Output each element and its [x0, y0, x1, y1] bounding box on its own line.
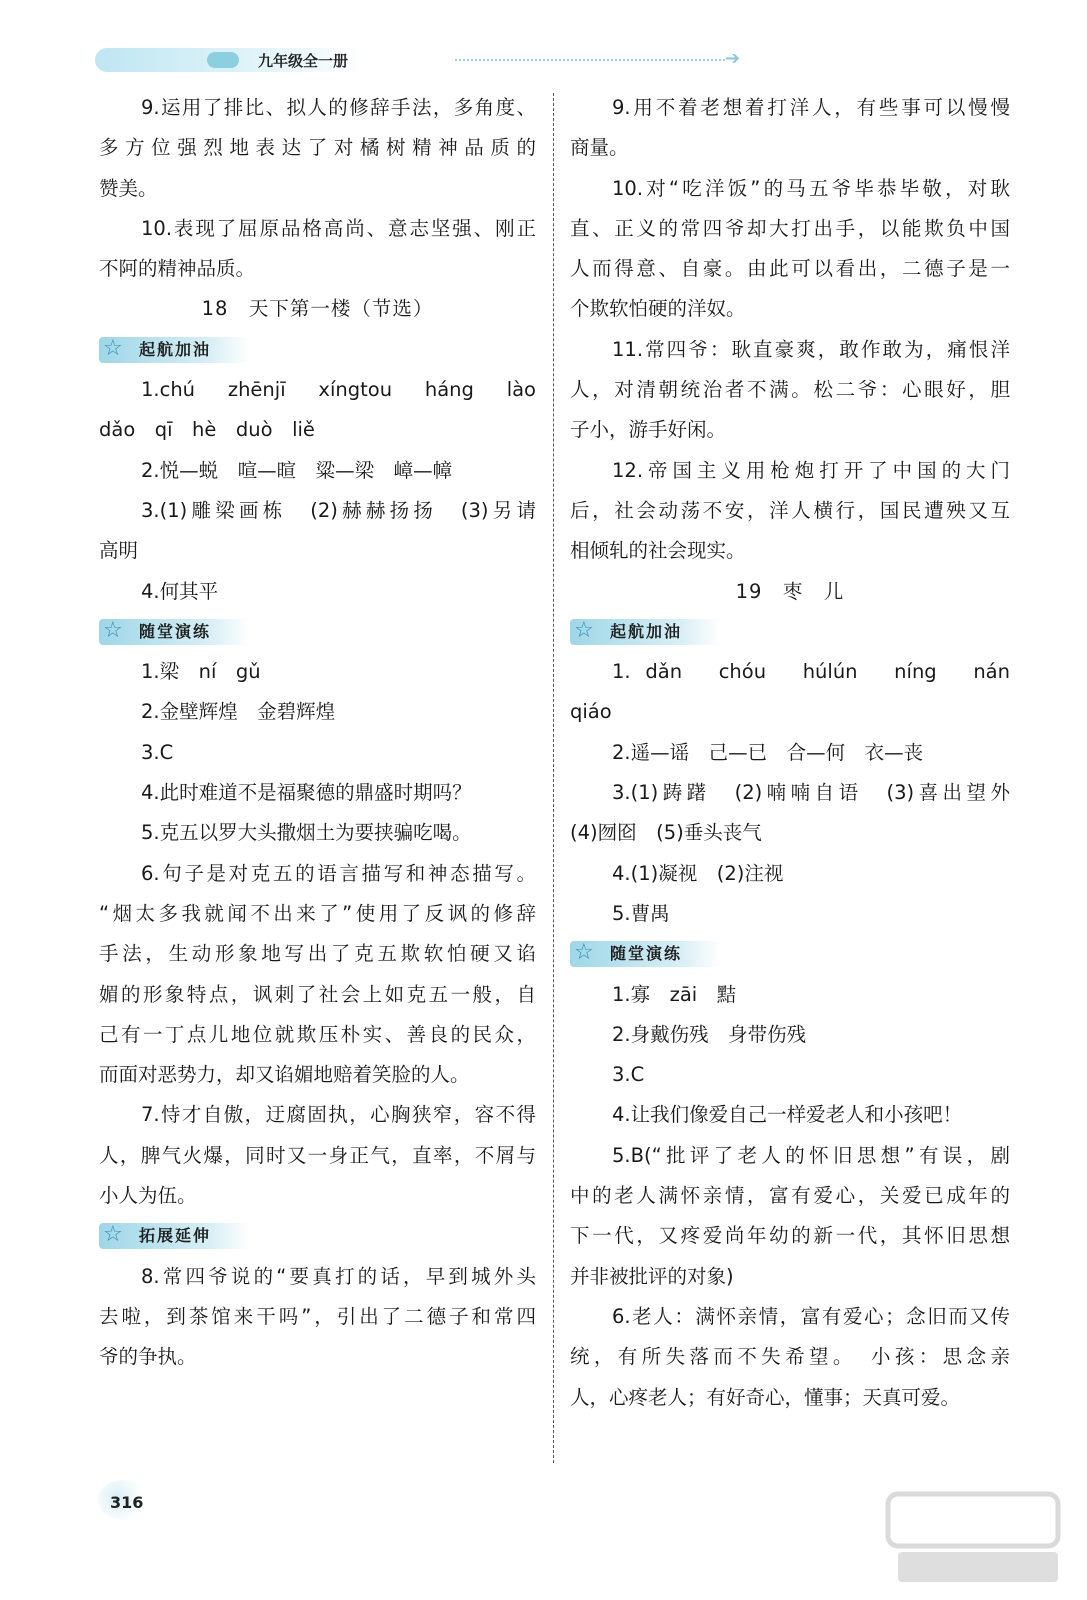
answer-line: 11.常四爷：耿直豪爽，敢作敢为，痛恨洋	[612, 337, 1010, 361]
answer-line: 统，有所失落而不失希望。 小孩：思念亲	[570, 1345, 1010, 1369]
header-title: 九年级全一册	[258, 52, 349, 70]
answer-line: 3.(1)雕梁画栋 (2)赫赫扬扬 (3)另请	[141, 498, 536, 522]
answer-line: dǎo qī hè duò liě	[99, 418, 315, 442]
header-dotted-line	[455, 59, 725, 61]
answer-line: 己有一丁点儿地位就欺压朴实、善良的民众，	[99, 1022, 536, 1046]
answer-line: 直、正义的常四爷却大打出手，以能欺负中国	[570, 216, 1010, 240]
section-label: 起航加油	[139, 339, 212, 359]
answer-line: 4.(1)凝视 (2)注视	[612, 861, 784, 885]
answer-line: 媚的形象特点，讽刺了社会上如克五一般，自	[99, 982, 536, 1006]
answer-line: 赞美。	[99, 176, 158, 200]
answer-line: (4)囫囵 (5)垂头丧气	[570, 821, 762, 845]
star-icon: ☆	[103, 1222, 123, 1248]
left-column	[99, 88, 536, 1378]
answer-line: 5.曹禺	[612, 901, 670, 925]
answer-line: 3.(1)踌躇 (2)喃喃自语 (3)喜出望外	[612, 781, 1010, 805]
answer-line: 1.梁 ní gǔ	[141, 660, 261, 684]
section-label: 随堂演练	[610, 944, 683, 964]
answer-line: 4.让我们像爱自己一样爱老人和小孩吧！	[612, 1103, 963, 1127]
answer-line: 6.句子是对克五的语言描写和神态描写。	[141, 861, 536, 885]
answer-line: 中的老人满怀亲情，富有爱心，关爱已成年的	[570, 1184, 1010, 1208]
answer-line: 下一代，又疼爱尚年幼的新一代，其怀旧思想	[570, 1224, 1010, 1248]
answer-line: 2.金壁辉煌 金碧辉煌	[141, 700, 336, 724]
header-logo	[207, 52, 239, 68]
answer-line: 9.运用了排比、拟人的修辞手法，多角度、	[141, 96, 536, 119]
lesson-title: 18 天下第一楼（节选）	[201, 297, 434, 321]
page-number: 316	[110, 1493, 144, 1512]
star-icon: ☆	[103, 617, 123, 643]
answer-line: 去啦，到茶馆来干吗”，引出了二德子和常四	[99, 1304, 536, 1328]
lesson-title: 19 枣 儿	[735, 579, 845, 603]
section-label: 起航加油	[610, 621, 683, 641]
answer-line: 3.C	[612, 1063, 645, 1087]
section-label: 随堂演练	[139, 621, 212, 641]
answer-line: 后，社会动荡不安，洋人横行，国民遭殃又互	[570, 498, 1010, 522]
answer-line: 10.对“吃洋饭”的马五爷毕恭毕敬，对耿	[612, 176, 1010, 200]
answer-line: 人，心疼老人；有好奇心，懂事；天真可爱。	[570, 1385, 961, 1409]
answer-line: 人而得意、自豪。由此可以看出，二德子是一	[570, 257, 1010, 281]
answer-line: “烟太多我就闻不出来了”使用了反讽的修辞	[99, 901, 536, 925]
answer-line: 爷的争执。	[99, 1345, 197, 1369]
answer-line: 3.C	[141, 740, 174, 764]
right-column	[570, 88, 1010, 1418]
section-heading	[570, 612, 1010, 652]
answer-line: 8.常四爷说的“要真打的话，早到城外头	[141, 1264, 536, 1288]
answer-line: 不阿的精神品质。	[99, 257, 256, 281]
answer-line: 小人为伍。	[99, 1184, 197, 1208]
answer-line: 12.帝国主义用枪炮打开了中国的大门	[612, 458, 1010, 482]
answer-line: 2.遥—谣 己—已 合—何 衣—丧	[612, 740, 924, 764]
column-divider	[553, 93, 554, 1463]
star-icon: ☆	[574, 617, 594, 643]
answer-line: 2.悦—蜕 喧—暄 粱—梁 嶂—幛	[141, 458, 453, 482]
answer-line: 人，对清朝统治者不满。松二爷：心眼好，胆	[570, 378, 1010, 402]
answer-line: 9.用不着老想着打洋人，有些事可以慢慢	[612, 96, 1010, 119]
answer-line: 1. dǎn chóu húlún níng nán	[612, 660, 1010, 684]
answer-line: 子小，游手好闲。	[570, 418, 727, 442]
answer-line: 并非被批评的对象)	[570, 1264, 734, 1288]
section-heading	[570, 934, 1010, 974]
watermark-logo	[880, 1488, 1070, 1588]
answer-line: 5.B(“批评了老人的怀旧思想”有误，剧	[612, 1143, 1010, 1167]
answer-line: 1.寡 zāi 黠	[612, 982, 737, 1006]
star-icon: ☆	[574, 940, 594, 966]
answer-line: 7.恃才自傲，迂腐固执，心胸狭窄，容不得	[141, 1103, 536, 1127]
answer-line: 人，脾气火爆，同时又一身正气，直率，不屑与	[99, 1143, 536, 1167]
answer-line: 相倾轧的社会现实。	[570, 539, 746, 563]
section-heading	[99, 330, 536, 370]
star-icon: ☆	[103, 335, 123, 361]
answer-line: 10.表现了屈原品格高尚、意志坚强、刚正	[141, 216, 536, 240]
answer-line: 2.身戴伤残 身带伤残	[612, 1022, 807, 1046]
arrow-right-icon: ➔	[725, 48, 741, 69]
answer-line: 商量。	[570, 136, 629, 160]
section-heading	[99, 1216, 536, 1256]
answer-line: 4.何其平	[141, 579, 219, 603]
answer-line: 高明	[99, 539, 139, 563]
answer-line: qiáo	[570, 700, 612, 724]
answer-line: 多方位强烈地表达了对橘树精神品质的	[99, 136, 536, 160]
answer-line: 4.此时难道不是福聚德的鼎盛时期吗？	[141, 781, 472, 805]
answer-line: 6.老人：满怀亲情，富有爱心；念旧而又传	[612, 1304, 1010, 1328]
section-label: 拓展延伸	[139, 1226, 212, 1246]
answer-line: 1.chú zhēnjī xíngtou háng lào	[141, 378, 536, 402]
answer-line: 5.克五以罗大头撒烟土为要挟骗吃喝。	[141, 821, 472, 845]
answer-line: 而面对恶势力，却又谄媚地赔着笑脸的人。	[99, 1063, 470, 1087]
section-heading	[99, 612, 536, 652]
answer-line: 个欺软怕硬的洋奴。	[570, 297, 746, 321]
page-header	[95, 40, 755, 80]
answer-line: 手法，生动形象地写出了克五欺软怕硬又谄	[99, 942, 536, 966]
